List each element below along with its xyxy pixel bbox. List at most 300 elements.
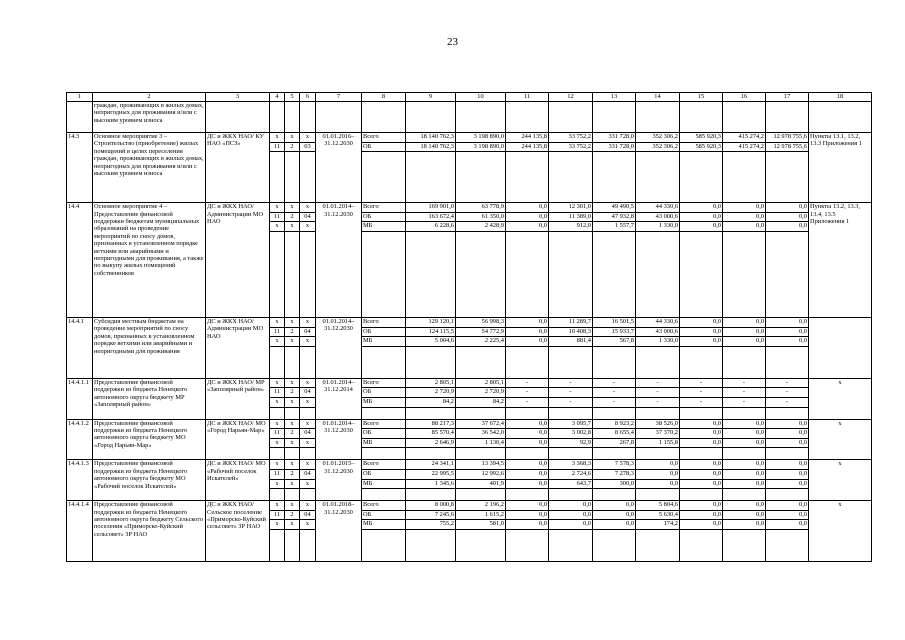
note	[809, 317, 872, 378]
empty-cell	[680, 346, 723, 378]
amount-cell: 6 228,6	[406, 222, 456, 232]
amount-cell: 18 140 762,3	[406, 133, 456, 143]
empty-cell	[362, 448, 406, 460]
empty-cell	[285, 448, 300, 460]
budget-code: x	[300, 501, 316, 511]
amount-cell: 2 646,9	[406, 438, 456, 448]
budget-code: x	[285, 419, 300, 429]
row-id: 14.4.1	[67, 317, 93, 378]
column-header: 9	[406, 93, 456, 102]
amount-cell: 36 542,0	[456, 429, 506, 439]
empty-cell	[549, 346, 593, 378]
empty-cell	[506, 407, 549, 419]
budget-code: x	[270, 378, 285, 388]
empty-cell	[680, 489, 723, 501]
budget-code: 11	[270, 510, 285, 520]
empty-cell	[723, 102, 766, 133]
amount-cell: 0,0	[723, 429, 766, 439]
measure-name: Предоставление финансовой поддержки из бюджета Ненецкого автономного округа бюджету Сельского поселения «Приморско-Куйский сельсовет» ЗР НАО	[93, 501, 206, 562]
column-header: 18	[809, 93, 872, 102]
empty-cell	[636, 529, 680, 561]
amount-cell: 585 920,3	[680, 142, 723, 152]
empty-cell	[270, 489, 285, 501]
executor: ДС и ЖКХ НАО/ МР «Заполярный район»	[206, 378, 270, 419]
period: 01.01.2014– 31.12.2030	[316, 317, 362, 378]
empty-cell	[766, 346, 809, 378]
amount-cell: 0,0	[680, 203, 723, 213]
budget-code: x	[270, 419, 285, 429]
budget-code: 04	[300, 469, 316, 479]
empty-cell	[270, 102, 285, 133]
amount-cell: 0,0	[506, 212, 549, 222]
budget-code: x	[300, 520, 316, 530]
amount-cell: -	[636, 378, 680, 388]
amount-cell: 0,0	[680, 510, 723, 520]
measure-name: Основное мероприятие 3 – Строительство (приобретение) жилых помещений в целях переселения граждан, проживающих в жилых домах, непригодных для проживания и/или с высоким уровнем износа	[93, 133, 206, 203]
table-row	[67, 501, 872, 511]
amount-cell: 2 720,9	[406, 388, 456, 398]
amount-cell: 12 978 755,6	[766, 142, 809, 152]
amount-cell: 0,0	[723, 419, 766, 429]
period: 01.01.2015– 31.12.2030	[316, 460, 362, 501]
empty-cell	[680, 407, 723, 419]
executor: ДС и ЖКХ НАО/ Администрации МО НАО	[206, 203, 270, 318]
amount-cell: 244 135,8	[506, 142, 549, 152]
budget-code: x	[285, 501, 300, 511]
amount-cell: -	[766, 378, 809, 388]
empty-cell	[456, 231, 506, 317]
continuation-row	[67, 102, 872, 133]
empty-cell	[723, 529, 766, 561]
empty-cell	[270, 152, 285, 203]
amount-cell: 12 978 755,6	[766, 133, 809, 143]
amount-cell: 0,0	[593, 520, 636, 530]
amount-cell: 56 998,3	[456, 317, 506, 327]
amount-cell: 0,0	[506, 479, 549, 489]
amount-cell: 0,0	[723, 510, 766, 520]
amount-cell: 0,0	[506, 337, 549, 347]
budget-code: x	[285, 438, 300, 448]
header-row	[67, 93, 872, 102]
budget-code: x	[270, 203, 285, 213]
amount-cell: 54 772,9	[456, 327, 506, 337]
empty-cell	[285, 346, 300, 378]
empty-cell	[549, 152, 593, 203]
measure-name: Предоставление финансовой поддержки из бюджета Ненецкого автономного округа бюджету МО «Рабочий поселок Искателей»	[93, 460, 206, 501]
amount-cell: 12 301,0	[549, 203, 593, 213]
column-header: 13	[593, 93, 636, 102]
empty-cell	[593, 489, 636, 501]
table-body	[67, 93, 872, 562]
amount-cell: 0,0	[766, 501, 809, 511]
empty-cell	[549, 448, 593, 460]
empty-cell	[680, 529, 723, 561]
empty-cell	[270, 407, 285, 419]
amount-cell: -	[506, 397, 549, 407]
amount-cell: 15 933,7	[593, 327, 636, 337]
funding-source: ОБ	[362, 429, 406, 439]
budget-code: x	[270, 479, 285, 489]
amount-cell: 129 120,1	[406, 317, 456, 327]
empty-cell	[285, 152, 300, 203]
amount-cell: 0,0	[766, 438, 809, 448]
funding-source: Всего	[362, 460, 406, 470]
empty-cell	[270, 231, 285, 317]
budget-code: 2	[285, 510, 300, 520]
amount-cell: 169 901,0	[406, 203, 456, 213]
budget-code: x	[270, 397, 285, 407]
empty-cell	[593, 407, 636, 419]
empty-cell	[549, 231, 593, 317]
amount-cell: -	[723, 378, 766, 388]
empty-cell	[362, 529, 406, 561]
amount-cell: 3 368,3	[549, 460, 593, 470]
empty-cell	[506, 102, 549, 133]
budget-code: x	[270, 337, 285, 347]
measure-name: Субсидия местным бюджетам на проведение мероприятий по сносу домов, признанных в установленном порядке ветхими или аварийными и непригодными для проживания	[93, 317, 206, 378]
empty-cell	[766, 407, 809, 419]
amount-cell: 0,0	[766, 520, 809, 530]
amount-cell: 0,0	[766, 317, 809, 327]
note: x	[809, 501, 872, 562]
executor: ДС и ЖКХ НАО/ КУ НАО «ПСЗ»	[206, 133, 270, 203]
amount-cell: 0,0	[766, 479, 809, 489]
amount-cell: 2 196,2	[456, 501, 506, 511]
table-row	[67, 460, 872, 470]
table-row	[67, 203, 872, 213]
empty-cell	[766, 152, 809, 203]
amount-cell: 0,0	[680, 429, 723, 439]
budget-code: x	[285, 397, 300, 407]
empty-cell	[723, 407, 766, 419]
amount-cell: 43 000,6	[636, 327, 680, 337]
amount-cell: 0,0	[766, 419, 809, 429]
period: 01.01.2014– 31.12.2030	[316, 203, 362, 318]
amount-cell: 0,0	[766, 337, 809, 347]
budget-code: 11	[270, 327, 285, 337]
budget-code: x	[285, 460, 300, 470]
row-id: 14.4	[67, 203, 93, 318]
empty-cell	[723, 231, 766, 317]
amount-cell: 0,0	[723, 438, 766, 448]
amount-cell: 47 932,8	[593, 212, 636, 222]
amount-cell: 3 095,7	[549, 419, 593, 429]
amount-cell: 3 198 890,0	[456, 133, 506, 143]
empty-cell	[766, 102, 809, 133]
empty-cell	[549, 529, 593, 561]
period: 01.01.2014– 31.12.2030	[316, 419, 362, 460]
empty-cell	[300, 152, 316, 203]
amount-cell: 300,0	[593, 479, 636, 489]
budget-code: x	[285, 317, 300, 327]
amount-cell: 643,7	[549, 479, 593, 489]
amount-cell: 3 198 890,0	[456, 142, 506, 152]
amount-cell: 881,4	[549, 337, 593, 347]
period: 01.01.2014– 31.12.2014	[316, 378, 362, 419]
measure-name: Основное мероприятие 4 – Предоставление финансовой поддержки бюджетам муниципальных образований на проведение мероприятий по сносу домов, признанных в установленном порядке ветхими или аварийными и непригодными для проживания, а также по выкупу жилых помещений собственников	[93, 203, 206, 318]
note: Пункты 13.2, 13.3, 13.4, 13.5 Приложения 1	[809, 203, 872, 318]
amount-cell: 0,0	[766, 460, 809, 470]
row-id: 14.4.1.2	[67, 419, 93, 460]
amount-cell: 0,0	[506, 501, 549, 511]
empty-cell	[549, 489, 593, 501]
funding-source: ОБ	[362, 469, 406, 479]
amount-cell: 2 805,1	[456, 378, 506, 388]
amount-cell: 0,0	[506, 429, 549, 439]
amount-cell: 1 330,0	[636, 222, 680, 232]
budget-code: x	[270, 222, 285, 232]
funding-source: Всего	[362, 317, 406, 327]
empty-cell	[362, 407, 406, 419]
amount-cell: 5 004,6	[406, 337, 456, 347]
empty-cell	[636, 152, 680, 203]
amount-cell: 0,0	[680, 327, 723, 337]
funding-source: ОБ	[362, 212, 406, 222]
empty-cell	[406, 489, 456, 501]
amount-cell: 2 724,6	[549, 469, 593, 479]
budget-code: x	[285, 337, 300, 347]
budget-code: x	[285, 222, 300, 232]
empty-cell	[723, 489, 766, 501]
amount-cell: 8 923,2	[593, 419, 636, 429]
funding-source: ОБ	[362, 327, 406, 337]
amount-cell: 13 394,5	[456, 460, 506, 470]
empty-cell	[680, 231, 723, 317]
budget-code: 03	[300, 142, 316, 152]
budget-code: x	[270, 520, 285, 530]
amount-cell: 0,0	[506, 438, 549, 448]
amount-cell: 0,0	[723, 203, 766, 213]
amount-cell: 0,0	[506, 317, 549, 327]
empty-cell	[506, 231, 549, 317]
amount-cell: 0,0	[723, 327, 766, 337]
budget-code: x	[300, 419, 316, 429]
column-header: 2	[93, 93, 206, 102]
amount-cell: 10 408,3	[549, 327, 593, 337]
amount-cell: 0,0	[636, 479, 680, 489]
budget-code: x	[270, 438, 285, 448]
amount-cell: 567,8	[593, 337, 636, 347]
amount-cell: 0,0	[549, 501, 593, 511]
row-id: 14.4.1.1	[67, 378, 93, 419]
empty-cell	[300, 346, 316, 378]
table-row	[67, 133, 872, 143]
empty-cell	[270, 346, 285, 378]
empty-cell	[456, 102, 506, 133]
executor: ДС и ЖКХ НАО/ Сельское поселение «Приморско-Куйский сельсовет» ЗР НАО	[206, 501, 270, 562]
empty-cell	[506, 448, 549, 460]
empty-cell	[549, 407, 593, 419]
empty-cell	[636, 489, 680, 501]
empty-cell	[593, 152, 636, 203]
empty-cell	[593, 231, 636, 317]
empty-cell	[636, 346, 680, 378]
empty-cell	[285, 407, 300, 419]
budget-table	[66, 92, 872, 562]
empty-cell	[406, 102, 456, 133]
amount-cell: 0,0	[723, 337, 766, 347]
budget-code: 2	[285, 388, 300, 398]
amount-cell: 61 350,0	[456, 212, 506, 222]
empty-cell	[636, 102, 680, 133]
budget-code: 2	[285, 327, 300, 337]
funding-source: Всего	[362, 501, 406, 511]
amount-cell: -	[506, 388, 549, 398]
budget-code: x	[285, 378, 300, 388]
measure-name: Предоставление финансовой поддержки из бюджета Ненецкого автономного округа бюджету МО «Город Нарьян-Мар»	[93, 419, 206, 460]
empty-cell	[406, 152, 456, 203]
empty-cell	[506, 346, 549, 378]
empty-cell	[549, 102, 593, 133]
amount-cell: 0,0	[680, 337, 723, 347]
amount-cell: 0,0	[723, 222, 766, 232]
amount-cell: 22 995,5	[406, 469, 456, 479]
amount-cell: 1 615,2	[456, 510, 506, 520]
empty-cell	[506, 529, 549, 561]
empty-cell	[809, 102, 872, 133]
period: 01.01.2016– 31.12.2030	[316, 133, 362, 203]
amount-cell: 0,0	[549, 510, 593, 520]
budget-code: x	[300, 460, 316, 470]
amount-cell: 5 630,4	[636, 510, 680, 520]
row-id: 14.4.1.3	[67, 460, 93, 501]
empty-cell	[67, 102, 93, 133]
funding-source: ОБ	[362, 510, 406, 520]
amount-cell: 174,2	[636, 520, 680, 530]
amount-cell: 0,0	[680, 222, 723, 232]
amount-cell: 0,0	[636, 460, 680, 470]
empty-cell	[362, 231, 406, 317]
budget-code: 11	[270, 142, 285, 152]
amount-cell: 163 672,4	[406, 212, 456, 222]
empty-cell	[300, 102, 316, 133]
amount-cell: 2 428,9	[456, 222, 506, 232]
amount-cell: 0,0	[506, 510, 549, 520]
funding-source: ОБ	[362, 388, 406, 398]
amount-cell: 12 992,6	[456, 469, 506, 479]
budget-code: 11	[270, 429, 285, 439]
amount-cell: 0,0	[506, 460, 549, 470]
column-header: 3	[206, 93, 270, 102]
column-header: 17	[766, 93, 809, 102]
amount-cell: 0,0	[506, 419, 549, 429]
amount-cell: -	[636, 388, 680, 398]
amount-cell: 912,0	[549, 222, 593, 232]
empty-cell	[723, 152, 766, 203]
amount-cell: 581,0	[456, 520, 506, 530]
amount-cell: 11 389,0	[549, 212, 593, 222]
empty-cell	[270, 529, 285, 561]
amount-cell: 0,0	[506, 327, 549, 337]
empty-cell	[285, 102, 300, 133]
amount-cell: 124 115,5	[406, 327, 456, 337]
amount-cell: 0,0	[723, 479, 766, 489]
amount-cell: 88 217,3	[406, 419, 456, 429]
amount-cell: 0,0	[680, 419, 723, 429]
amount-cell: 8 000,8	[406, 501, 456, 511]
empty-cell	[456, 346, 506, 378]
amount-cell: 0,0	[766, 429, 809, 439]
amount-cell: 0,0	[680, 317, 723, 327]
empty-cell	[300, 489, 316, 501]
empty-cell	[680, 152, 723, 203]
column-header: 1	[67, 93, 93, 102]
empty-cell	[456, 448, 506, 460]
amount-cell: 11 289,7	[549, 317, 593, 327]
amount-cell: 3 002,8	[549, 429, 593, 439]
column-header: 7	[316, 93, 362, 102]
budget-code: 2	[285, 429, 300, 439]
amount-cell: 84,2	[456, 397, 506, 407]
amount-cell: 0,0	[680, 438, 723, 448]
amount-cell: 0,0	[766, 222, 809, 232]
budget-code: x	[300, 203, 316, 213]
empty-cell	[593, 529, 636, 561]
amount-cell: 0,0	[723, 460, 766, 470]
budget-code: x	[300, 133, 316, 143]
amount-cell: 1 130,4	[456, 438, 506, 448]
funding-source: Всего	[362, 419, 406, 429]
executor: ДС и ЖКХ НАО/ МО «Город Нарьян-Мар»	[206, 419, 270, 460]
amount-cell: 415 274,2	[723, 133, 766, 143]
amount-cell: -	[766, 388, 809, 398]
empty-cell	[300, 231, 316, 317]
empty-cell	[506, 152, 549, 203]
amount-cell: 33 752,2	[549, 142, 593, 152]
period: 01.01.2018– 31.12.2030	[316, 501, 362, 562]
budget-code: x	[300, 222, 316, 232]
continuation-text: граждан, проживающих в жилых домах, непригодных для проживания и/или с высоким уровнем износа	[93, 102, 206, 133]
amount-cell: 33 752,2	[549, 133, 593, 143]
amount-cell: 1 330,0	[636, 337, 680, 347]
empty-cell	[285, 489, 300, 501]
column-header: 12	[549, 93, 593, 102]
amount-cell: 2 225,4	[456, 337, 506, 347]
empty-cell	[362, 102, 406, 133]
column-header: 11	[506, 93, 549, 102]
empty-cell	[766, 489, 809, 501]
amount-cell: 755,2	[406, 520, 456, 530]
amount-cell: 0,0	[723, 469, 766, 479]
amount-cell: 331 728,0	[593, 142, 636, 152]
empty-cell	[456, 529, 506, 561]
budget-code: 2	[285, 142, 300, 152]
note: Пункты 13.1, 13.2, 13.3 Приложения 1	[809, 133, 872, 203]
amount-cell: -	[593, 378, 636, 388]
column-header: 16	[723, 93, 766, 102]
budget-code: x	[285, 479, 300, 489]
budget-code: x	[300, 479, 316, 489]
empty-cell	[362, 489, 406, 501]
amount-cell: 38 526,0	[636, 419, 680, 429]
empty-cell	[362, 346, 406, 378]
amount-cell: 0,0	[549, 520, 593, 530]
amount-cell: 0,0	[680, 479, 723, 489]
executor: ДС и ЖКХ НАО/ МО «Рабочий поселок Искателей»	[206, 460, 270, 501]
funding-source: МБ	[362, 479, 406, 489]
budget-code: 2	[285, 469, 300, 479]
amount-cell: -	[680, 378, 723, 388]
budget-code: 04	[300, 510, 316, 520]
column-header: 10	[456, 93, 506, 102]
empty-cell	[206, 102, 270, 133]
empty-cell	[300, 529, 316, 561]
amount-cell: -	[680, 388, 723, 398]
amount-cell: 7 278,3	[593, 469, 636, 479]
funding-source: Всего	[362, 133, 406, 143]
budget-code: 11	[270, 388, 285, 398]
amount-cell: 84,2	[406, 397, 456, 407]
